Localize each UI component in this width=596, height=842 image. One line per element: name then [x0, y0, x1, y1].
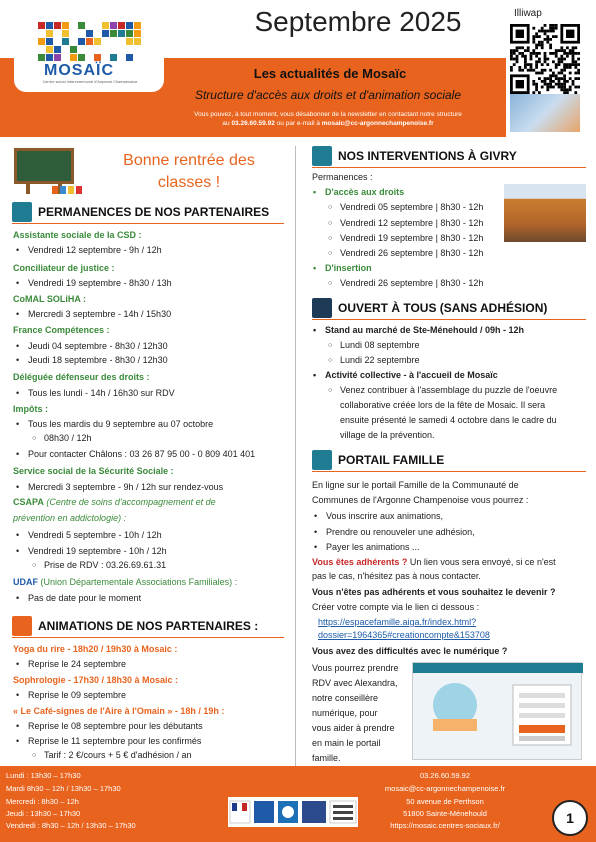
people-icon — [12, 616, 32, 636]
logo-tile — [46, 30, 53, 37]
header — [0, 0, 596, 137]
footer-phone: 03.26.60.59.92 — [419, 771, 471, 780]
givry-permanences: Permanences : — [312, 172, 373, 182]
stand-date-1: ○ Lundi 08 septembre — [340, 340, 420, 351]
logo-tile — [62, 38, 69, 45]
hours-line-5: Vendredi : 8h30 – 12h / 13h30 – 17h30 — [6, 821, 136, 830]
section-title-animations: ANIMATIONS DE NOS PARTENAIRES : — [38, 619, 259, 633]
portail-link-1[interactable]: https://espacefamille.aiga.fr/index.html? — [318, 617, 477, 627]
portail-bullet-3: • Payer les animations ... — [326, 542, 420, 553]
logo-tile — [126, 30, 133, 37]
unsub-pre: au — [222, 120, 232, 127]
portail-q1 — [312, 557, 556, 568]
logo-tile — [46, 38, 53, 45]
hours-line-1: Lundi : 13h30 – 17h30 — [6, 771, 81, 780]
logo-tile — [70, 46, 77, 53]
impots-subitem: ○ 08h30 / 12h — [44, 433, 92, 444]
portail-q1-rest: Un lien vous sera envoyé, si ce n'est — [407, 557, 556, 567]
portail-famille-screenshot — [412, 662, 582, 760]
page-number: 1 — [552, 800, 588, 836]
section-portail — [312, 450, 586, 472]
logo-tile — [54, 46, 61, 53]
csd-item: • Vendredi 12 septembre - 9h / 12h — [28, 245, 162, 256]
logo-tile — [110, 30, 117, 37]
fc-item-2: • Jeudi 18 septembre - 8h30 / 12h30 — [28, 355, 168, 366]
stand-date-2: ○ Lundi 22 septembre — [340, 355, 420, 366]
bonne-rentree-line-1: Bonne rentrée des — [123, 152, 255, 169]
csapa-heading — [13, 497, 216, 508]
logo-tile — [38, 38, 45, 45]
portail-bullet-1: • Vous inscrire aux animations, — [326, 511, 443, 522]
portail-rdv-5: vous aider à prendre — [312, 723, 395, 733]
givry-droits-label: • D'accès aux droits — [325, 187, 404, 198]
portail-q3: Vous avez des difficultés avec le numérique ? — [312, 646, 508, 656]
fc-label: France Compétences : — [13, 325, 110, 335]
unsubscribe-line-1: Vous pouvez, à tout moment, vous désabonner de la newsletter en contactant notre structure — [194, 111, 462, 118]
section-ouvert — [312, 298, 586, 320]
page-title: Septembre 2025 — [254, 6, 462, 37]
hours-line-3: Mercredi : 8h30 – 12h — [6, 797, 79, 806]
udaf-heading — [13, 577, 237, 588]
web-icon — [312, 450, 332, 470]
footer-address-1: 50 avenue de Perthson — [406, 797, 484, 806]
portail-rdv-4: numérique, pour — [312, 708, 378, 718]
calendar-icon — [12, 202, 32, 222]
csapa-subitem: ○ Prise de RDV : 03.26.69.61.31 — [44, 560, 166, 571]
logo-tile — [134, 22, 141, 29]
logo-tiles — [38, 22, 146, 64]
csd-label: Assistante sociale de la CSD : — [13, 230, 142, 240]
logo-tile — [126, 22, 133, 29]
portail-intro-2: Communes de l'Argonne Champenoise vous pourrez : — [312, 495, 529, 505]
portail-link-2[interactable]: dossier=1964365#creationcompte&153708 — [318, 630, 490, 640]
givry-insertion-1: ○ Vendredi 26 septembre | 8h30 - 12h — [340, 278, 483, 289]
mosaic-logo — [14, 8, 164, 92]
logo-tile — [86, 30, 93, 37]
comal-item: • Mercredi 3 septembre - 14h / 15h30 — [28, 309, 171, 320]
footer-address-2: 51800 Sainte-Ménehould — [403, 809, 487, 818]
cafe-item-2: • Reprise le 11 septembre pour les confirmés — [28, 736, 201, 747]
qr-code-icon[interactable] — [510, 24, 580, 94]
chalkboard-icon — [12, 146, 86, 196]
impots-item-2: • Pour contacter Châlons : 03 26 87 95 00 - 0 809 401 401 — [28, 449, 255, 460]
section-animations — [12, 616, 284, 638]
logo-tile — [102, 30, 109, 37]
section-title-portail: PORTAIL FAMILLE — [338, 453, 445, 467]
yoga-label: Yoga du rire - 18h20 / 19h30 à Mosaic : — [13, 644, 178, 654]
cafe-item-1: • Reprise le 08 septembre pour les débutants — [28, 721, 203, 732]
logo-tile — [118, 30, 125, 37]
logo-tile — [78, 22, 85, 29]
csapa-desc-1: (Centre de soins d'accompagnement et de — [46, 497, 216, 507]
conciliateur-label: Conciliateur de justice : — [13, 263, 115, 273]
logo-tile — [78, 54, 85, 61]
givry-droits-1: ○ Vendredi 05 septembre | 8h30 - 12h — [340, 202, 483, 213]
sophro-label: Sophrologie - 17h30 / 18h30 à Mosaic : — [13, 675, 179, 685]
portail-rdv-1: Vous pourrez prendre — [312, 663, 399, 673]
logo-tile — [62, 30, 69, 37]
section-title-permanences: PERMANENCES DE NOS PARTENAIRES — [38, 205, 270, 219]
givry-droits-3: ○ Vendredi 19 septembre | 8h30 - 12h — [340, 233, 483, 244]
logo-tile — [70, 54, 77, 61]
logo-tile — [126, 54, 133, 61]
logo-tile — [118, 22, 125, 29]
logo-tile — [46, 46, 53, 53]
unsub-phone: 03.26.60.59.92 — [231, 120, 275, 127]
unsubscribe-note — [150, 110, 506, 128]
logo-subtitle: Centre social intercommunal d'Argonne Champenoise — [42, 80, 138, 84]
newsletter-tagline: Structure d'accès aux droits et d'animation sociale — [194, 88, 462, 102]
logo-tile — [102, 22, 109, 29]
logo-tile — [62, 22, 69, 29]
fc-item-1: • Jeudi 04 septembre - 8h30 / 12h30 — [28, 341, 168, 352]
logo-tile — [134, 30, 141, 37]
logo-tile — [94, 54, 101, 61]
calendar-icon — [312, 146, 332, 166]
conciliateur-item: • Vendredi 19 septembre - 8h30 / 13h — [28, 278, 172, 289]
section-permanences — [12, 202, 284, 224]
portail-bullet-2: • Prendre ou renouveler une adhésion, — [326, 527, 475, 538]
activite-line-3: ensuite présenté le samedi 4 octobre dans le cadre du — [340, 415, 557, 425]
activite-line-1: ○ Venez contribuer à l'assemblage du puzzle de l'oeuvre — [340, 385, 557, 396]
csapa-item-2: • Vendredi 19 septembre - 10h / 12h — [28, 546, 167, 557]
section-givry — [312, 146, 586, 168]
activite-label: • Activité collective - à l'accueil de Mosaïc — [325, 370, 498, 381]
stand-label: • Stand au marché de Ste-Ménehould / 09h - 12h — [325, 325, 524, 336]
logo-tile — [38, 22, 45, 29]
logo-tile — [46, 22, 53, 29]
logo-tile — [46, 54, 53, 61]
givry-insertion-label: • D'insertion — [325, 263, 372, 274]
activite-line-4: village de la prévention. — [340, 430, 435, 440]
hours-line-4: Jeudi : 13h30 – 17h30 — [6, 809, 81, 818]
unsubscribe-line-2 — [150, 119, 506, 128]
givry-building-photo — [504, 184, 586, 242]
logo-tile — [78, 38, 85, 45]
csapa-desc-2: prévention en addictologie) : — [13, 513, 127, 523]
bonne-rentree-message — [94, 150, 284, 194]
footer-website[interactable]: https://mosaic.centres-sociaux.fr/ — [390, 821, 500, 830]
section-title-givry: NOS INTERVENTIONS À GIVRY — [338, 149, 517, 163]
portail-q2-sub: Créer votre compte via le lien ci dessous : — [312, 602, 480, 612]
logo-text: MOSAÏC — [44, 62, 114, 79]
comal-label: CoMAL SOLiHA : — [13, 294, 86, 304]
portail-intro-1: En ligne sur le portail Famille de la Communauté de — [312, 480, 519, 490]
sophro-item: • Reprise le 09 septembre — [28, 690, 126, 701]
logo-tile — [110, 54, 117, 61]
logo-tile — [94, 38, 101, 45]
section-title-ouvert: OUVERT À TOUS (SANS ADHÉSION) — [338, 301, 548, 315]
ddd-label: Déléguée défenseur des droits : — [13, 372, 150, 382]
cafe-subitem-1: ○ Tarif : 2 €/cours + 5 € d'adhésion / an — [44, 750, 192, 761]
footer-email[interactable]: mosaic@cc-argonnechampenoise.fr — [384, 784, 506, 793]
newsletter-heading: Les actualités de Mosaïc — [253, 66, 407, 81]
csapa-item-1: • Vendredi 5 septembre - 10h / 12h — [28, 530, 162, 541]
activite-line-2: collaborative créée lors de la fête de Mosaic. Il sera — [340, 400, 546, 410]
app-banner-image — [510, 94, 580, 132]
impots-label: Impôts : — [13, 404, 48, 414]
portail-q1-line-2: pas le cas, n'hésitez pas à nous contacter. — [312, 571, 481, 581]
givry-droits-4: ○ Vendredi 26 septembre | 8h30 - 12h — [340, 248, 483, 259]
portail-rdv-6: en main le portail — [312, 738, 381, 748]
logo-tile — [54, 54, 61, 61]
logo-tile — [86, 38, 93, 45]
csapa-label: CSAPA — [13, 497, 44, 507]
portail-rdv-3: notre conseillère — [312, 693, 379, 703]
portail-rdv-2: RDV avec Alexandra, — [312, 678, 398, 688]
impots-item-1: • Tous les mardis du 9 septembre au 07 octobre — [28, 419, 213, 430]
qr-label: Illiwap — [514, 8, 542, 19]
cafe-label: « Le Café-signes de l'Aire à l'Omain » - 18h / 19h : — [13, 706, 225, 716]
bonne-rentree-line-2: classes ! — [157, 174, 221, 191]
partner-logos — [228, 797, 358, 827]
givry-droits-2: ○ Vendredi 12 septembre | 8h30 - 12h — [340, 218, 483, 229]
logo-tile — [126, 38, 133, 45]
hours-line-2: Mardi 8h30 – 12h / 13h30 – 17h30 — [6, 784, 121, 793]
portail-q1-bold: Vous êtes adhérents ? — [312, 557, 408, 567]
secu-item: • Mercredi 3 septembre - 9h / 12h sur rendez-vous — [28, 482, 223, 493]
column-divider — [295, 146, 296, 766]
unsub-mid: ou par e-mail à — [274, 120, 322, 127]
secu-label: Service social de la Sécurité Sociale : — [13, 466, 174, 476]
portail-rdv-7: famille. — [312, 753, 341, 763]
unsub-email[interactable]: mosaic@cc-argonnechampenoise.fr — [321, 120, 434, 127]
udaf-label: UDAF — [13, 577, 38, 587]
ddd-item: • Tous les lundi - 14h / 16h30 sur RDV — [28, 388, 175, 399]
portail-q2: Vous n'êtes pas adhérents et vous souhaitez le devenir ? — [312, 587, 556, 597]
udaf-item: • Pas de date pour le moment — [28, 593, 141, 604]
crowd-icon — [312, 298, 332, 318]
yoga-item: • Reprise le 24 septembre — [28, 659, 126, 670]
logo-tile — [54, 22, 61, 29]
logo-tile — [110, 22, 117, 29]
udaf-desc: (Union Départementale Associations Familiales) : — [40, 577, 238, 587]
logo-tile — [38, 54, 45, 61]
logo-tile — [134, 38, 141, 45]
